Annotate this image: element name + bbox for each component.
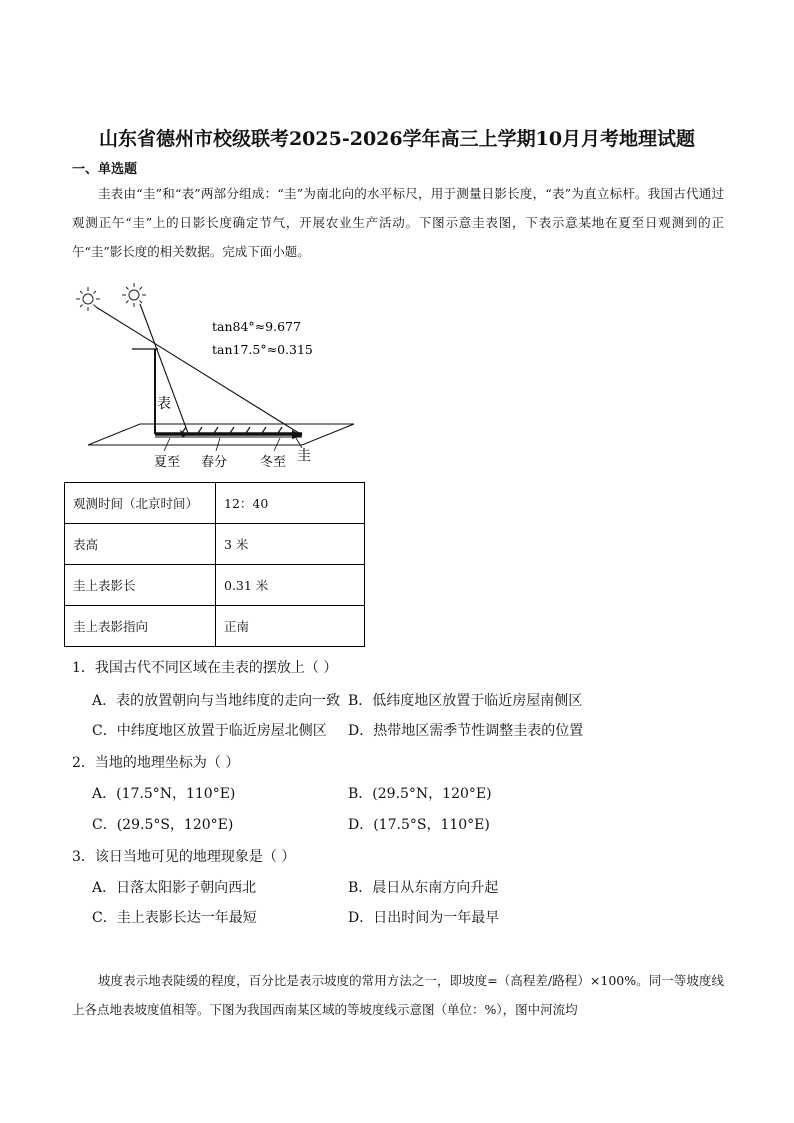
biao-label: 表 [157, 396, 171, 412]
table-cell-value: 3 米 [216, 524, 365, 565]
question-2-option-a: A．(17.5°N，110°E) [92, 786, 236, 802]
gui-label: 圭 [297, 448, 311, 464]
table-row [65, 565, 365, 606]
table-cell-value: 正南 [216, 606, 365, 647]
question-2-option-c: C．(29.5°S，120°E) [92, 817, 234, 833]
intro-paragraph: 圭表由“圭”和“表”两部分组成：“圭”为南北向的水平标尺，用于测量日影长度，“表”为直立标杆。我国古代通过观测正午“圭”上的日影长度确定节气，开展农业生产活动。下图示意圭表图，下表示意某地在夏至日观测到的正午“圭”影长度的相关数据。完成下面小题。 [72, 186, 724, 259]
dongzhi-label: 冬至 [260, 455, 287, 470]
chunfen-label: 春分 [201, 455, 228, 470]
table-cell-label: 观测时间（北京时间） [65, 483, 216, 524]
question-1-option-d: D．热带地区需季节性调整圭表的位置 [348, 723, 584, 739]
question-1-stem: 1．我国古代不同区域在圭表的摆放上（ ） [72, 660, 338, 676]
section-heading: 一、单选题 [72, 162, 138, 177]
table-cell-label: 圭上表影指向 [65, 606, 216, 647]
table-cell-label: 表高 [65, 524, 216, 565]
question-1-option-b: B．低纬度地区放置于临近房屋南侧区 [348, 693, 583, 709]
question-2-option-b: B．(29.5°N，120°E) [348, 786, 492, 802]
question-3-option-c: C．圭上表影长达一年最短 [92, 910, 257, 926]
table-cell-value: 12：40 [216, 483, 365, 524]
slope-intro-paragraph: 坡度表示地表陡缓的程度，百分比是表示坡度的常用方法之一，即坡度=（高程差/路程）×100%。同一等坡度线上各点地表坡度值相等。下图为我国西南某区域的等坡度线示意图（单位：%），图中河流均 [72, 973, 724, 1017]
page-title: 山东省德州市校级联考2025-2026学年高三上学期10月月考地理试题 [98, 128, 696, 150]
table-row [65, 483, 365, 524]
observation-table [64, 482, 365, 647]
question-3-option-d: D．日出时间为一年最早 [348, 910, 500, 926]
question-2-stem: 2．当地的地理坐标为（ ） [72, 755, 240, 771]
tan84-label: tan84°≈9.677 [212, 319, 301, 334]
question-3-stem: 3．该日当地可见的地理现象是（ ） [72, 849, 296, 865]
question-2-option-d: D．(17.5°S，110°E) [348, 817, 490, 833]
gnomon-diagram [70, 282, 370, 474]
question-1-option-a: A．表的放置朝向与当地纬度的走向一致 [92, 693, 341, 709]
xiazhi-label: 夏至 [154, 455, 181, 470]
sun-icon [122, 283, 146, 307]
question-3-option-b: B．晨日从东南方向升起 [348, 880, 499, 896]
table-row [65, 524, 365, 565]
table-row [65, 606, 365, 647]
question-3-option-a: A．日落太阳影子朝向西北 [92, 880, 257, 896]
tan17-label: tan17.5°≈0.315 [212, 342, 313, 357]
question-1-option-c: C．中纬度地区放置于临近房屋北侧区 [92, 723, 327, 739]
table-cell-value: 0.31 米 [216, 565, 365, 606]
table-cell-label: 圭上表影长 [65, 565, 216, 606]
